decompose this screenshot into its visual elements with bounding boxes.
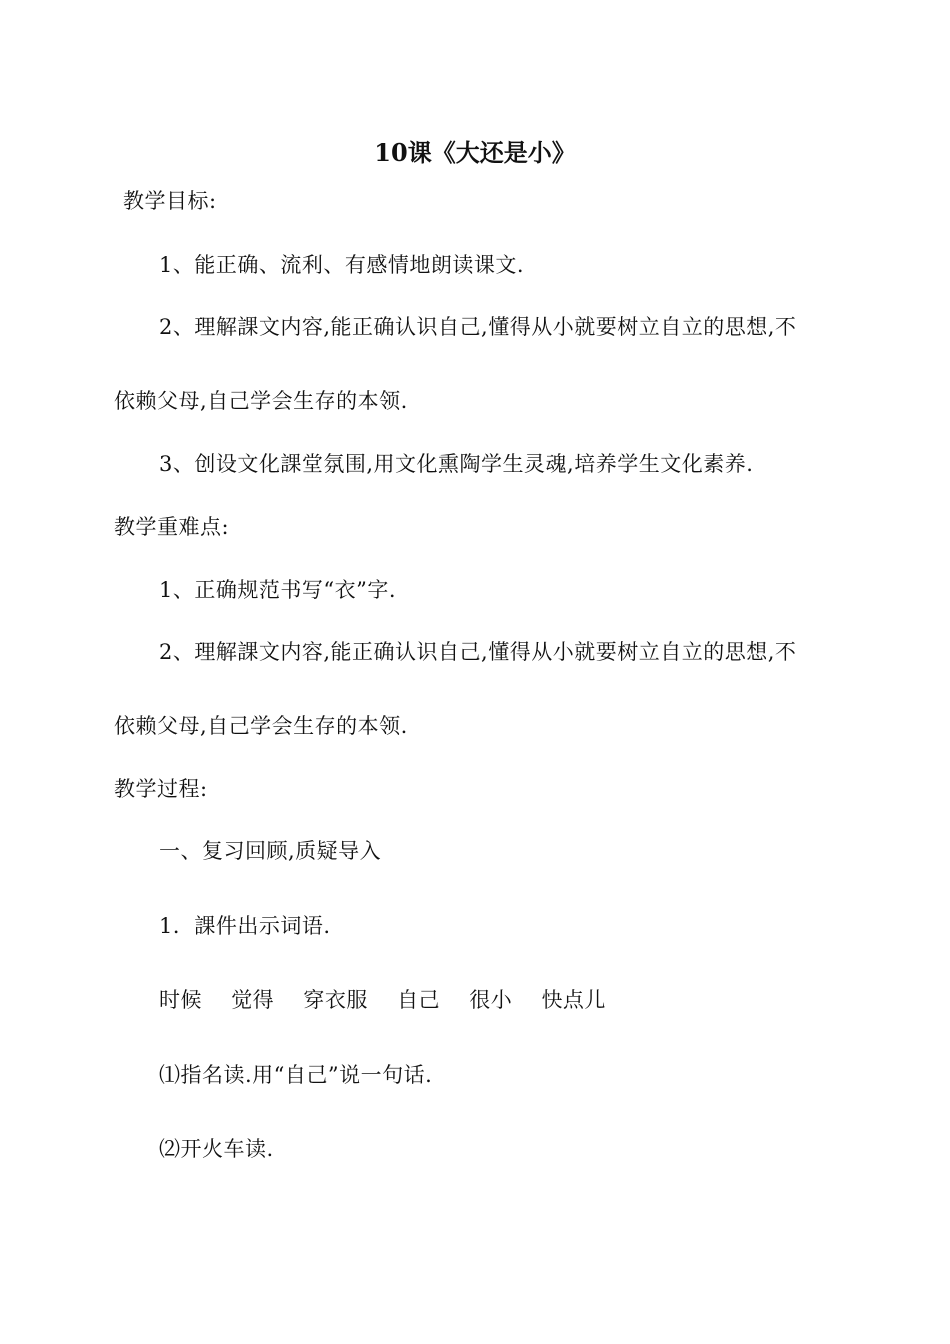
keypoint-2: 2、理解課文内容,能正确认识自己,懂得从小就要树立自立的思想,不 bbox=[159, 640, 797, 664]
vocab-word: 自己 bbox=[397, 988, 441, 1012]
objective-2-continued: 依赖父母,自己学会生存的本领. bbox=[114, 389, 408, 413]
keypoint-2-continued: 依赖父母,自己学会生存的本领. bbox=[114, 714, 408, 738]
vocab-word: 快点儿 bbox=[541, 988, 606, 1012]
vocab-word: 穿衣服 bbox=[303, 988, 368, 1012]
process-sub-2: ⑵开火车读. bbox=[159, 1137, 274, 1161]
process-section-1: 一、复习回顾,质疑导入 bbox=[159, 839, 382, 863]
objective-1: 1、能正确、流利、有感情地朗读课文. bbox=[159, 253, 525, 277]
keypoints-heading: 教学重难点: bbox=[114, 515, 230, 539]
vocab-word: 很小 bbox=[469, 988, 513, 1012]
process-heading: 教学过程: bbox=[114, 777, 208, 801]
vocabulary-list bbox=[159, 986, 628, 1014]
vocab-word: 时候 bbox=[159, 988, 202, 1012]
process-sub-1: ⑴指名读.用“自己”说一句话. bbox=[159, 1063, 433, 1087]
objective-3: 3、创设文化課堂氛围,用文化熏陶学生灵魂,培养学生文化素养. bbox=[159, 452, 754, 476]
objectives-heading: 教学目标: bbox=[123, 189, 217, 213]
page-title: 10课《大还是小》 bbox=[374, 138, 576, 167]
process-step-1: 1．課件出示词语. bbox=[159, 914, 331, 938]
keypoint-1: 1、正确规范书写“衣”字. bbox=[159, 578, 397, 602]
objective-2: 2、理解課文内容,能正确认识自己,懂得从小就要树立自立的思想,不 bbox=[159, 315, 797, 339]
vocab-word: 觉得 bbox=[231, 988, 275, 1012]
